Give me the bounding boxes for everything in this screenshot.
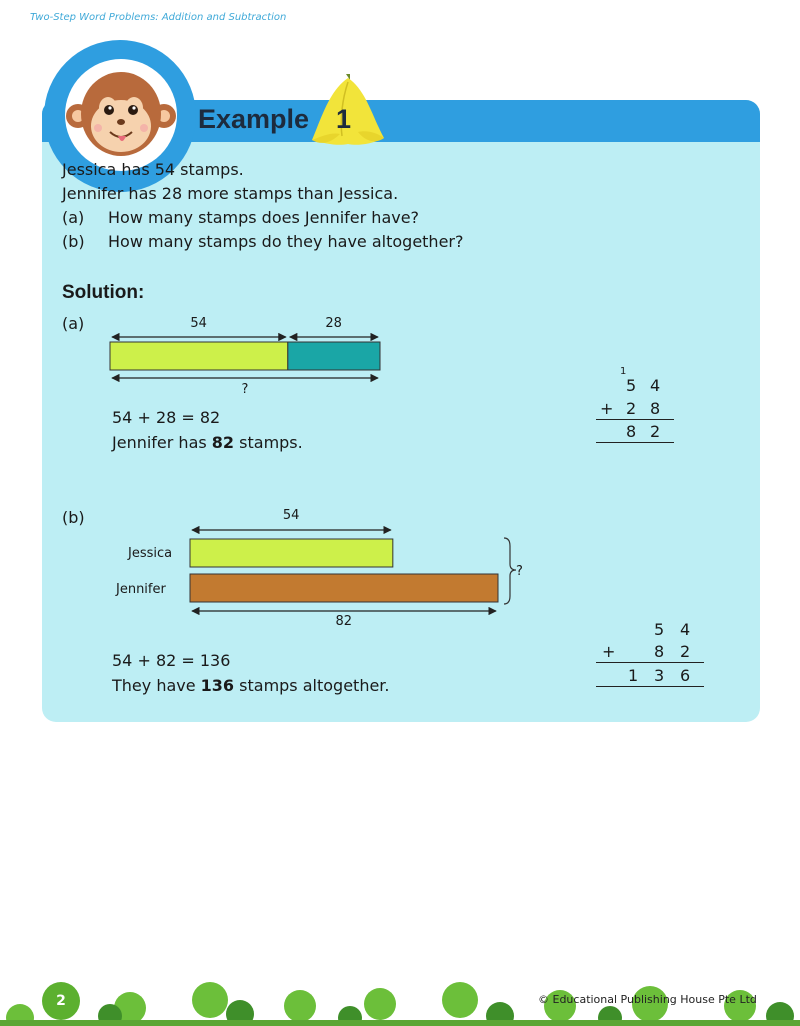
copyright-notice: © Educational Publishing House Pte Ltd (538, 993, 757, 1006)
part-a-bar-difference (288, 342, 380, 370)
part-b-bottom-ones: 2 (680, 642, 691, 661)
part-a-result-ones: 2 (650, 422, 661, 441)
part-a-top-ones: 4 (650, 376, 661, 395)
part-b-label-total: ? (516, 564, 523, 579)
part-b-equation: 54 + 82 = 136 (112, 651, 231, 670)
part-a-label: (a) (62, 314, 85, 333)
part-b-label: (b) (62, 508, 85, 527)
part-a-result-tens: 8 (626, 422, 637, 441)
part-b-bar-model (180, 522, 530, 622)
part-a-answer-prefix: Jennifer has (112, 433, 212, 452)
monkey-mascot-icon (62, 56, 180, 174)
part-b-plus-sign: + (602, 642, 616, 661)
part-a-sum-line-top (596, 419, 674, 420)
running-header: Two-Step Word Problems: Addition and Subtraction (30, 12, 287, 23)
part-b-bar-jennifer (190, 574, 498, 602)
part-a-top-tens: 5 (626, 376, 637, 395)
question-b-text: How many stamps do they have altogether? (108, 232, 464, 251)
example-title: Example (198, 104, 310, 134)
part-b-answer-prefix: They have (112, 676, 201, 695)
part-b-bottom-tens: 8 (654, 642, 665, 661)
part-a-bar-model (100, 330, 400, 390)
part-a-carry: 1 (620, 366, 627, 377)
part-a-answer (112, 433, 303, 452)
part-a-equation: 54 + 28 = 82 (112, 408, 221, 427)
question-a-label: (a) (62, 208, 85, 227)
part-a-bottom-ones: 8 (650, 399, 661, 418)
problem-line-1: Jessica has 54 stamps. (62, 160, 244, 179)
part-a-label-28: 28 (325, 316, 342, 331)
part-b-answer (112, 676, 390, 695)
part-b-total-brace (504, 538, 516, 604)
part-b-answer-value: 136 (200, 676, 235, 695)
part-b-top-ones: 4 (680, 620, 691, 639)
part-b-top-tens: 5 (654, 620, 665, 639)
part-a-sum-line-bottom (596, 442, 674, 443)
question-b-label: (b) (62, 232, 85, 251)
part-a-answer-suffix: stamps. (234, 433, 303, 452)
problem-line-2: Jennifer has 28 more stamps than Jessica. (62, 184, 399, 203)
part-b-bar2-name: Jennifer (116, 582, 166, 597)
part-b-label-82: 82 (335, 614, 353, 629)
part-a-bar-jessica (110, 342, 288, 370)
part-b-bar-jessica (190, 539, 393, 567)
part-b-result-tens: 3 (654, 666, 665, 685)
part-a-label-54: 54 (190, 316, 207, 331)
part-b-column-addition (596, 620, 706, 690)
part-b-sum-line-top (596, 662, 704, 663)
part-a-column-addition (596, 364, 676, 444)
solution-heading: Solution: (62, 282, 145, 303)
part-a-label-total: ? (241, 382, 249, 397)
part-a-answer-value: 82 (211, 433, 235, 452)
part-b-result-hundreds: 1 (628, 666, 639, 685)
part-b-sum-line-bottom (596, 686, 704, 687)
part-b-label-54: 54 (282, 508, 300, 523)
question-a-text: How many stamps does Jennifer have? (108, 208, 420, 227)
example-number: 1 (336, 104, 352, 134)
part-b-bar1-name: Jessica (128, 546, 173, 561)
part-a-bottom-tens: 2 (626, 399, 637, 418)
part-b-result-ones: 6 (680, 666, 691, 685)
part-a-plus-sign: + (600, 399, 614, 418)
page-number: 2 (42, 982, 80, 1020)
part-b-answer-suffix: stamps altogether. (234, 676, 390, 695)
